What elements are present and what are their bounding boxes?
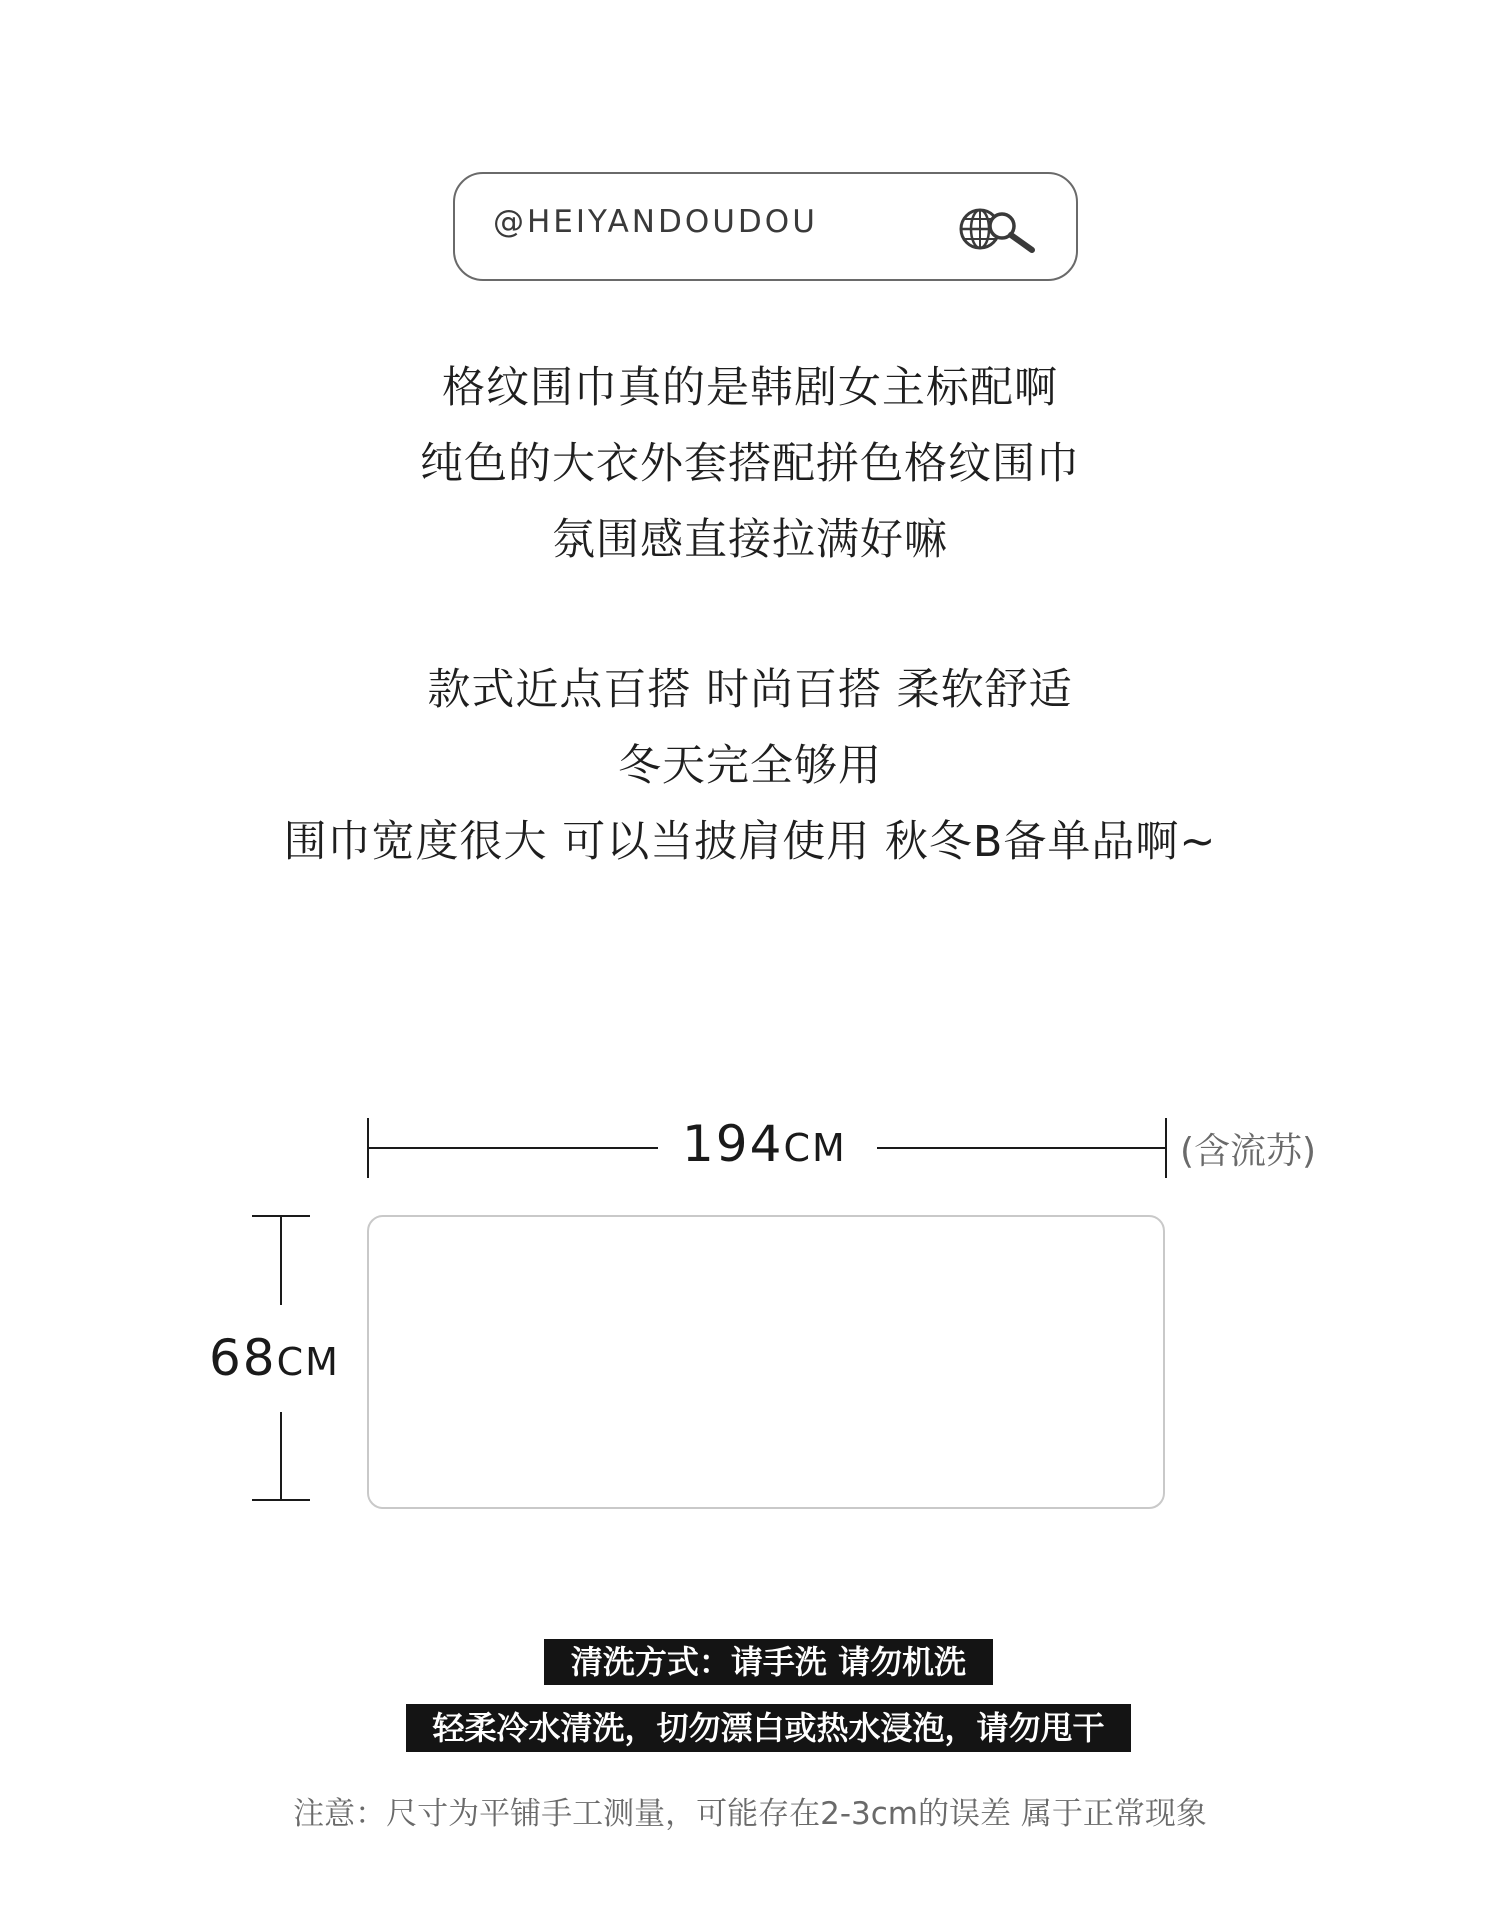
globe-search-icon: [956, 202, 1040, 256]
height-unit: CM: [276, 1340, 340, 1384]
care-label-2: 轻柔冷水清洗，切勿漂白或热水浸泡，请勿甩干: [406, 1704, 1131, 1752]
description-line-5: 冬天完全够用: [618, 741, 882, 791]
description-line-6: 围巾宽度很大 可以当披肩使用 秋冬B备单品啊~: [283, 817, 1217, 867]
description-line-2: 纯色的大衣外套搭配拼色格纹围巾: [420, 439, 1080, 489]
width-value: 194: [682, 1115, 784, 1173]
width-label: [682, 1114, 847, 1178]
measurement-note: 注意：尺寸为平铺手工测量，可能存在2-3cm的误差 属于正常现象: [293, 1796, 1207, 1832]
care-label-1: 清洗方式：请手洗 请勿机洗: [544, 1639, 993, 1685]
width-unit: CM: [783, 1126, 847, 1170]
description-line-1: 格纹围巾真的是韩剧女主标配啊: [442, 363, 1058, 413]
description-line-4: 款式近点百搭 时尚百搭 柔软舒适: [427, 665, 1073, 715]
height-label: [209, 1328, 340, 1392]
scarf-outline: [367, 1215, 1165, 1509]
height-value: 68: [209, 1329, 277, 1387]
handle-text: @HEIYANDOUDOU: [493, 204, 818, 240]
description-line-3: 氛围感直接拉满好嘛: [552, 515, 948, 565]
handle-search-bar: [453, 172, 1078, 281]
fringe-note: (含流苏): [1180, 1131, 1317, 1172]
